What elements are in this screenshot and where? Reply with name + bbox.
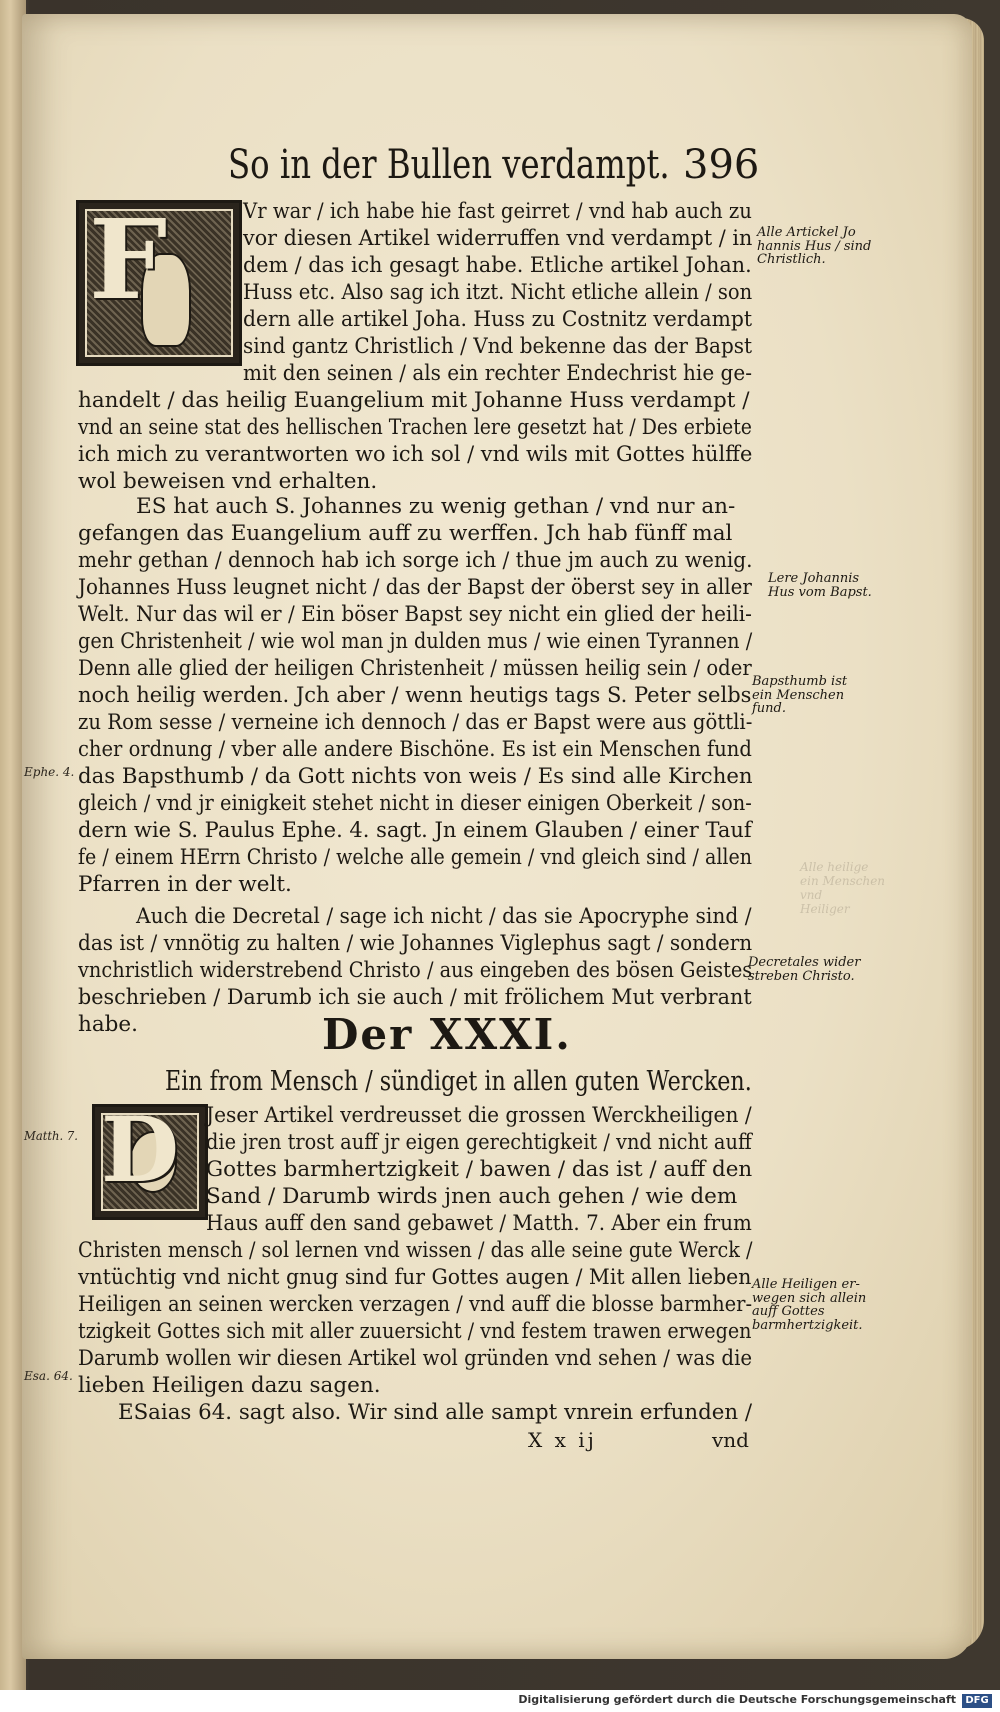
text-line: ES hat auch S. Johannes zu wenig gethan / vnd nur an- xyxy=(136,494,736,519)
text-line: das Bapsthumb / da Gott nichts von weis / Es sind alle Kirchen xyxy=(78,764,753,789)
marginal-note: Alle Heiligen er- wegen sich allein auff Gottes barmhertzigkeit. xyxy=(752,1277,867,1333)
text-line: Heiligen an seinen wercken verzagen / vnd auff die blosse barmher- xyxy=(78,1292,753,1317)
text-line: ESaias 64. sagt also. Wir sind alle sampt vnrein erfunden / xyxy=(118,1400,753,1425)
text-line: ich mich zu verantworten wo ich sol / vnd wils mit Gottes hülffe xyxy=(78,442,753,467)
text-line: vnchristlich widerstrebend Christo / aus eingeben des bösen Geistes xyxy=(78,958,753,983)
text-line: die jren trost auff jr eigen gerechtigkeit / vnd nicht auff xyxy=(206,1130,752,1155)
text-line: tzigkeit Gottes sich mit aller zuuersicht / vnd festem trawen erwegen xyxy=(78,1319,752,1344)
left-marginal-reference: Ephe. 4. xyxy=(24,765,75,779)
woodcut-initial-d xyxy=(92,1104,208,1220)
text-line: handelt / das heilig Euangelium mit Johanne Huss verdampt / xyxy=(78,388,750,413)
text-line: zu Rom sesse / verneine ich dennoch / das er Bapst were aus göttli- xyxy=(78,710,753,735)
text-line: Auch die Decretal / sage ich nicht / das sie Apocryphe sind / xyxy=(136,904,752,929)
text-line: gefangen das Euangelium auff zu werffen. Jch hab fünff mal xyxy=(78,521,733,546)
marginal-note: Alle Artickel Jo hannis Hus / sind Christlich. xyxy=(757,225,872,268)
text-line: mehr gethan / dennoch hab ich sorge ich / thue jm auch zu wenig. xyxy=(78,548,753,573)
signature-mark: X x ij xyxy=(528,1428,597,1452)
text-line: das ist / vnnötig zu halten / wie Johannes Viglephus sagt / sondern xyxy=(78,931,753,956)
text-line: Jeser Artikel verdreusset die grossen Werckheiligen / xyxy=(206,1103,752,1128)
catchword: vnd xyxy=(712,1428,749,1452)
text-line: Sand / Darumb wirds jnen auch gehen / wie dem xyxy=(206,1184,738,1209)
text-line: vnd an seine stat des hellischen Trachen lere gesetzt hat / Des erbiete xyxy=(78,415,752,440)
left-marginal-reference: Matth. 7. xyxy=(24,1129,78,1143)
text-line: vor diesen Artikel widerruffen vnd verdampt / in xyxy=(243,226,753,251)
article-number: Der XXXI. xyxy=(322,1010,572,1059)
funding-credit: Digitalisierung gefördert durch die Deutsche Forschungsgemeinschaft xyxy=(518,1693,956,1706)
text-line: Denn alle glied der heiligen Christenheit / müssen heilig sein / oder xyxy=(78,656,752,681)
text-line: Haus auff den sand gebawet / Matth. 7. Aber ein frum xyxy=(206,1211,752,1236)
article-heading: Ein from Mensch / sündiget in allen guten Wercken. xyxy=(165,1066,752,1097)
text-line: vntüchtig vnd nicht gnug sind fur Gottes augen / Mit allen lieben xyxy=(78,1265,752,1290)
show-through-text: Alle heilige ein Menschen vnd Heiliger xyxy=(800,860,886,916)
text-line: gen Christenheit / wie wol man jn dulden mus / wie einen Tyrannen / xyxy=(78,629,753,654)
text-line: noch heilig werden. Jch aber / wenn heutigs tags S. Peter selbs xyxy=(78,683,752,708)
marginal-note: Bapsthumb ist ein Menschen fund. xyxy=(752,674,848,717)
text-line: mit den seinen / als ein rechter Endechrist hie ge- xyxy=(243,361,752,386)
text-line: Pfarren in der welt. xyxy=(78,872,292,897)
text-line: Huss etc. Also sag ich itzt. Nicht etliche allein / son xyxy=(243,280,753,305)
text-line: wol beweisen vnd erhalten. xyxy=(78,469,378,494)
folio-number: 396 xyxy=(683,142,760,188)
initial-letter: D xyxy=(101,1104,180,1203)
text-line: Vr war / ich habe hie fast geirret / vnd hab auch zu xyxy=(243,199,752,224)
text-line: beschrieben / Darumb ich sie auch / mit frölichem Mut verbrant xyxy=(78,985,752,1010)
text-line: Johannes Huss leugnet nicht / das der Bapst der öberst sey in aller xyxy=(78,575,752,600)
text-line: gleich / vnd jr einigkeit stehet nicht in dieser einigen Oberkeit / son- xyxy=(78,791,752,816)
marginal-note: Lere Johannis Hus vom Bapst. xyxy=(768,571,872,600)
text-line: Darumb wollen wir diesen Artikel wol gründen vnd sehen / was die xyxy=(78,1346,753,1371)
text-line: cher ordnung / vber alle andere Bischöne. Es ist ein Menschen fund xyxy=(78,737,752,762)
text-line: dem / das ich gesagt habe. Etliche artikel Johan. xyxy=(243,253,752,278)
text-line: fe / einem HErrn Christo / welche alle gemein / vnd gleich sind / allen xyxy=(78,845,753,870)
text-line: Gottes barmhertzigkeit / bawen / das ist / auff den xyxy=(206,1157,753,1182)
text-line: sind gantz Christlich / Vnd bekenne das der Bapst xyxy=(243,334,753,359)
text-line: Welt. Nur das wil er / Ein böser Bapst sey nicht ein glied der heili- xyxy=(78,602,752,627)
dfg-logo: DFG xyxy=(962,1694,992,1708)
text-line: lieben Heiligen dazu sagen. xyxy=(78,1373,381,1398)
initial-letter: F xyxy=(89,200,168,324)
text-line: dern wie S. Paulus Ephe. 4. sagt. Jn einem Glauben / einer Tauf xyxy=(78,818,752,843)
text-line: Christen mensch / sol lernen vnd wissen / das alle seine gute Werck / xyxy=(78,1238,753,1263)
left-marginal-reference: Esa. 64. xyxy=(24,1369,73,1383)
running-title: So in der Bullen verdampt. xyxy=(228,142,670,188)
marginal-note: Decretales wider streben Christo. xyxy=(748,955,861,984)
woodcut-initial-f xyxy=(76,200,242,366)
text-line: habe. xyxy=(78,1012,138,1037)
text-line: dern alle artikel Joha. Huss zu Costnitz verdampt xyxy=(243,307,753,332)
